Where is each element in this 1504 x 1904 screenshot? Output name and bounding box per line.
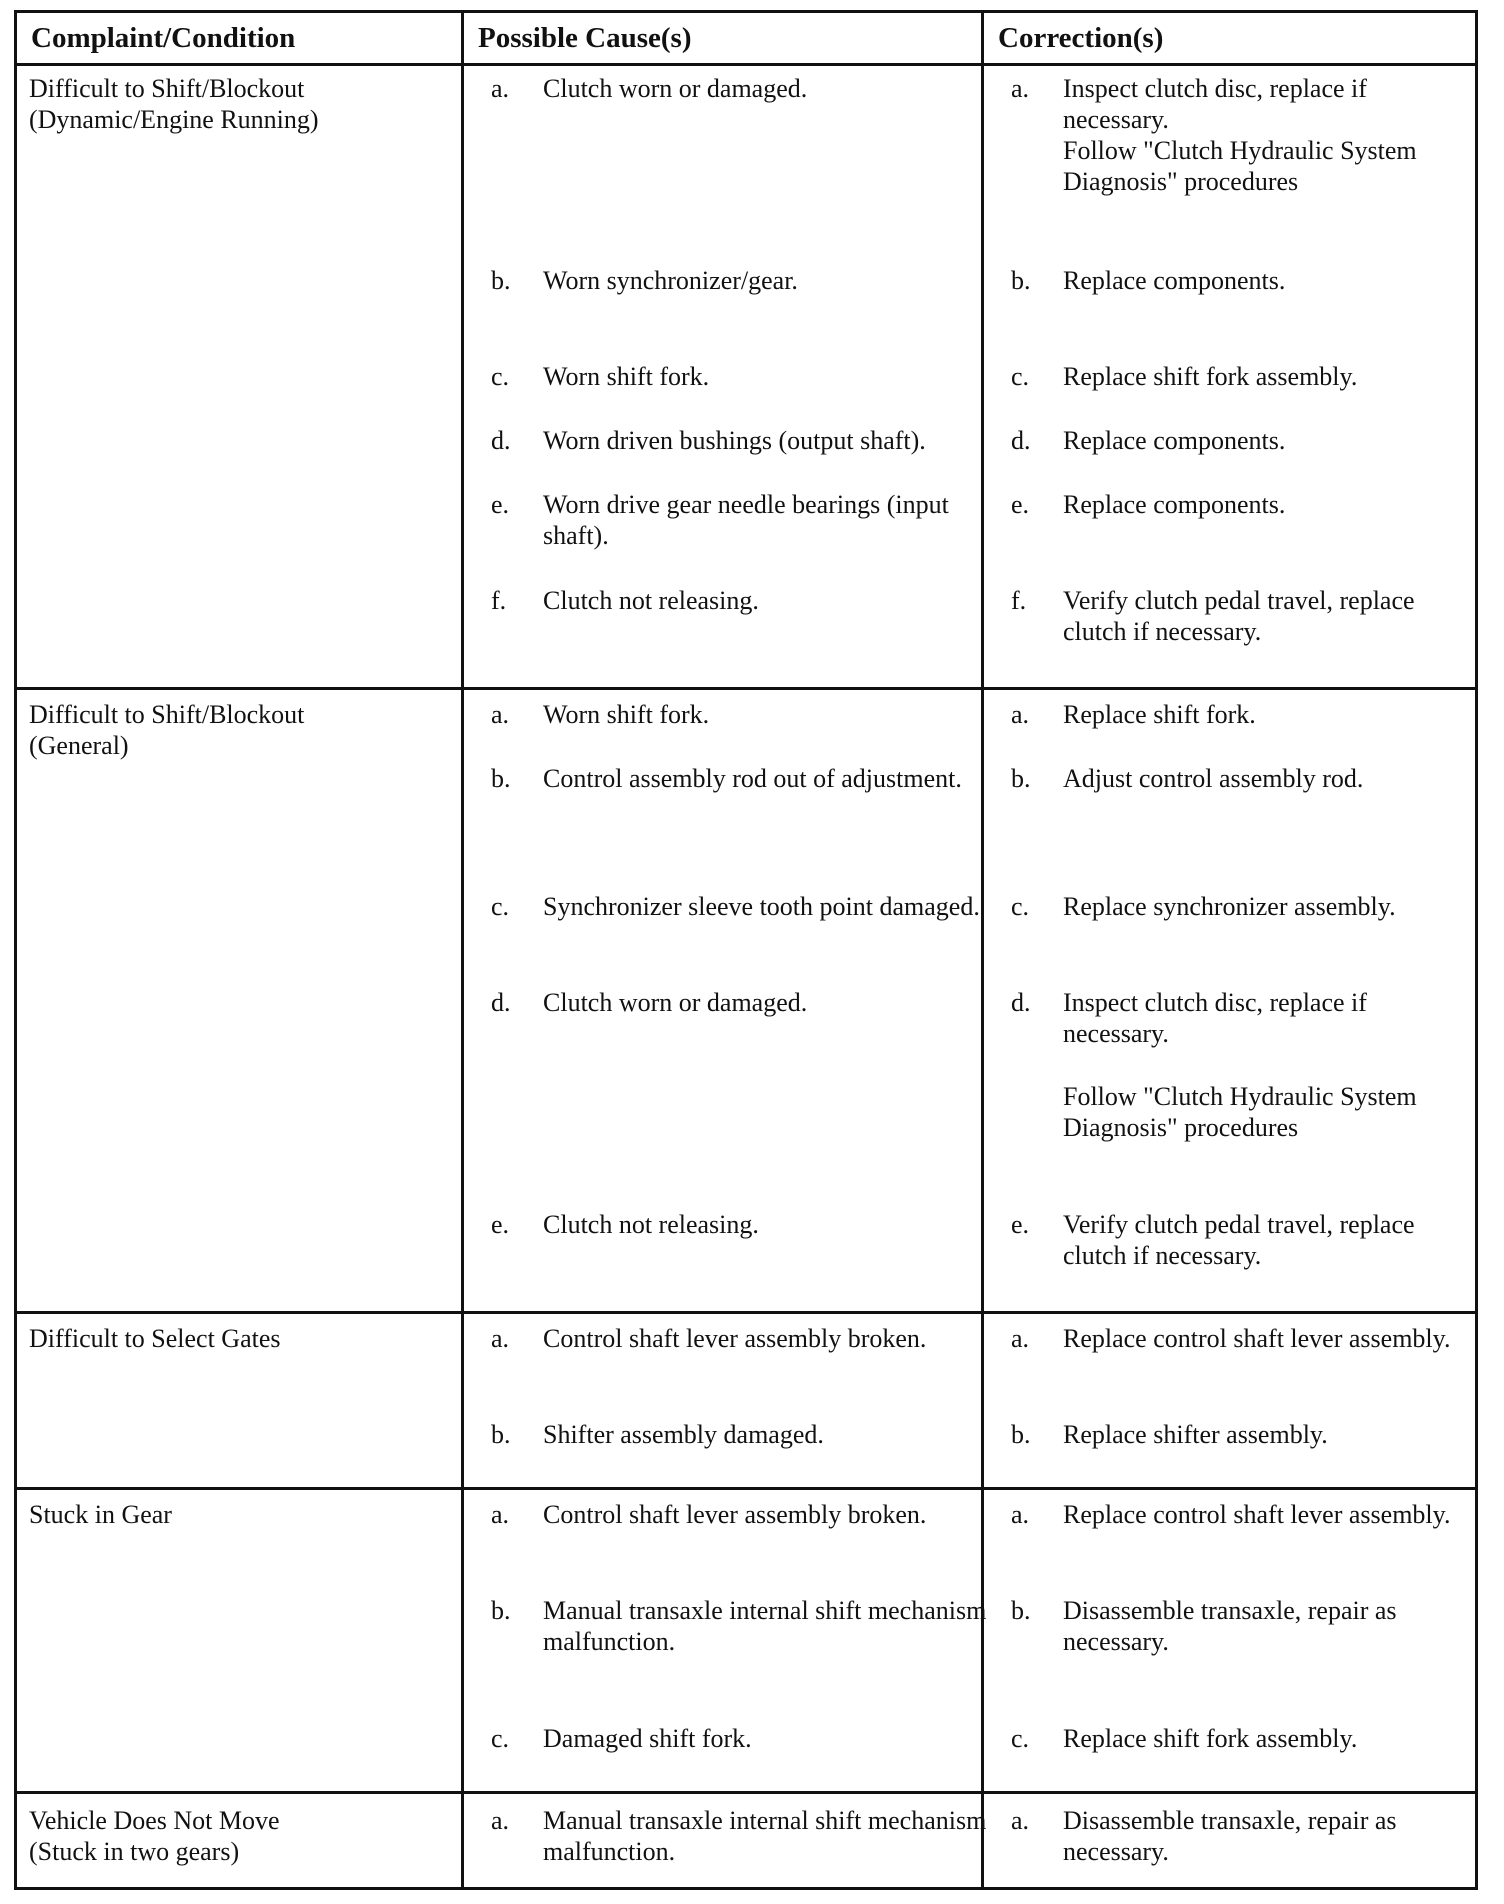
cause-text: Worn driven bushings (output shaft). xyxy=(543,426,926,455)
condition-line: (Dynamic/Engine Running) xyxy=(29,105,319,134)
cause-item xyxy=(491,73,991,113)
condition-cell xyxy=(29,1805,459,1867)
item-letter: b. xyxy=(491,1596,511,1625)
cause-text: Control assembly rod out of adjustment. xyxy=(543,764,962,793)
item-letter: a. xyxy=(491,1324,510,1353)
item-letter: b. xyxy=(1011,1420,1031,1449)
item-letter: a. xyxy=(1011,1500,1030,1529)
condition-line: Difficult to Select Gates xyxy=(29,1324,281,1353)
item-letter: f. xyxy=(1011,586,1027,615)
item-letter: a. xyxy=(491,700,510,729)
condition-cell xyxy=(29,1323,459,1354)
correction-text: Replace shift fork. xyxy=(1063,700,1256,729)
cause-text: Clutch not releasing. xyxy=(543,586,759,615)
cause-text: Synchronizer sleeve tooth point damaged. xyxy=(543,892,980,921)
condition-line: Stuck in Gear xyxy=(29,1500,172,1529)
condition-line: (Stuck in two gears) xyxy=(29,1837,240,1866)
item-letter: f. xyxy=(491,586,507,615)
cause-text: Shifter assembly damaged. xyxy=(543,1420,824,1449)
item-letter: a. xyxy=(491,1806,510,1835)
cause-text: Worn drive gear needle bearings (input shaft). xyxy=(543,490,949,550)
cause-text: Worn shift fork. xyxy=(543,362,710,391)
item-letter: c. xyxy=(1011,1724,1030,1753)
correction-text: Replace synchronizer assembly. xyxy=(1063,892,1396,921)
correction-item xyxy=(1011,73,1471,203)
item-letter: d. xyxy=(491,988,511,1017)
cause-text: Manual transaxle internal shift mechanism malfunction. xyxy=(543,1806,987,1866)
header-correction: Correction(s) xyxy=(998,21,1164,54)
correction-text: Disassemble transaxle, repair as necessary. xyxy=(1063,1806,1397,1866)
condition-line: Difficult to Shift/Blockout xyxy=(29,74,305,103)
item-letter: b. xyxy=(491,764,511,793)
item-letter: b. xyxy=(491,1420,511,1449)
item-letter: e. xyxy=(1011,490,1030,519)
condition-cell xyxy=(29,699,459,761)
item-letter: d. xyxy=(1011,426,1031,455)
item-letter: a. xyxy=(491,74,510,103)
correction-text: Replace control shaft lever assembly. xyxy=(1063,1500,1451,1529)
condition-cell xyxy=(29,1499,459,1530)
correction-main: Inspect clutch disc, replace if necessary. xyxy=(1063,74,1367,134)
cause-text: Control shaft lever assembly broken. xyxy=(543,1500,927,1529)
correction-text: Verify clutch pedal travel, replace clutch if necessary. xyxy=(1063,586,1415,646)
item-letter: c. xyxy=(1011,362,1030,391)
correction-text: Verify clutch pedal travel, replace clutch if necessary. xyxy=(1063,1210,1415,1270)
cause-text: Worn shift fork. xyxy=(543,700,710,729)
diagnosis-table xyxy=(14,10,1478,1890)
row-divider xyxy=(17,1791,1475,1794)
correction-text: Disassemble transaxle, repair as necessary. xyxy=(1063,1596,1397,1656)
item-letter: e. xyxy=(491,490,510,519)
header-condition: Complaint/Condition xyxy=(31,21,296,54)
item-letter: c. xyxy=(1011,892,1030,921)
item-letter: c. xyxy=(491,1724,510,1753)
correction-text: Replace shifter assembly. xyxy=(1063,1420,1328,1449)
correction-text: Replace components. xyxy=(1063,266,1286,295)
row-divider xyxy=(17,1311,1475,1314)
cause-text: Clutch worn or damaged. xyxy=(543,988,808,1017)
correction-text: Replace components. xyxy=(1063,426,1286,455)
correction-text: Replace shift fork assembly. xyxy=(1063,1724,1358,1753)
item-letter: a. xyxy=(1011,1324,1030,1353)
item-letter: d. xyxy=(1011,988,1031,1017)
cause-text: Control shaft lever assembly broken. xyxy=(543,1324,927,1353)
cause-text: Clutch worn or damaged. xyxy=(543,74,808,103)
cause-text: Manual transaxle internal shift mechanism malfunction. xyxy=(543,1596,987,1656)
cause-text: Clutch not releasing. xyxy=(543,1210,759,1239)
item-letter: a. xyxy=(491,1500,510,1529)
correction-text xyxy=(1063,987,1471,1143)
item-letter: b. xyxy=(491,266,511,295)
correction-extra: Follow "Clutch Hydraulic System Diagnosis" procedures xyxy=(1063,136,1417,196)
item-letter: a. xyxy=(1011,74,1030,103)
cause-text: Worn synchronizer/gear. xyxy=(543,266,798,295)
correction-extra: Follow "Clutch Hydraulic System Diagnosis" procedures xyxy=(1063,1082,1417,1142)
correction-text: Adjust control assembly rod. xyxy=(1063,764,1364,793)
cause-text: Damaged shift fork. xyxy=(543,1724,752,1753)
item-letter: c. xyxy=(491,892,510,921)
item-letter: b. xyxy=(1011,1596,1031,1625)
correction-text xyxy=(1063,73,1471,197)
item-letter: c. xyxy=(491,362,510,391)
correction-text: Replace components. xyxy=(1063,490,1286,519)
header-divider xyxy=(17,63,1475,66)
column-divider-1 xyxy=(461,13,464,1887)
correction-main: Inspect clutch disc, replace if necessary. xyxy=(1063,988,1367,1048)
item-letter: b. xyxy=(1011,266,1031,295)
item-letter: b. xyxy=(1011,764,1031,793)
item-letter: a. xyxy=(1011,1806,1030,1835)
condition-cell xyxy=(29,73,459,135)
row-divider xyxy=(17,687,1475,690)
condition-line: Difficult to Shift/Blockout xyxy=(29,700,305,729)
condition-line: Vehicle Does Not Move xyxy=(29,1806,280,1835)
correction-text: Replace shift fork assembly. xyxy=(1063,362,1358,391)
item-letter: e. xyxy=(1011,1210,1030,1239)
correction-text: Replace control shaft lever assembly. xyxy=(1063,1324,1451,1353)
condition-line: (General) xyxy=(29,731,129,760)
row-divider xyxy=(17,1487,1475,1490)
item-letter: e. xyxy=(491,1210,510,1239)
item-letter: a. xyxy=(1011,700,1030,729)
header-cause: Possible Cause(s) xyxy=(478,21,692,54)
item-letter: d. xyxy=(491,426,511,455)
